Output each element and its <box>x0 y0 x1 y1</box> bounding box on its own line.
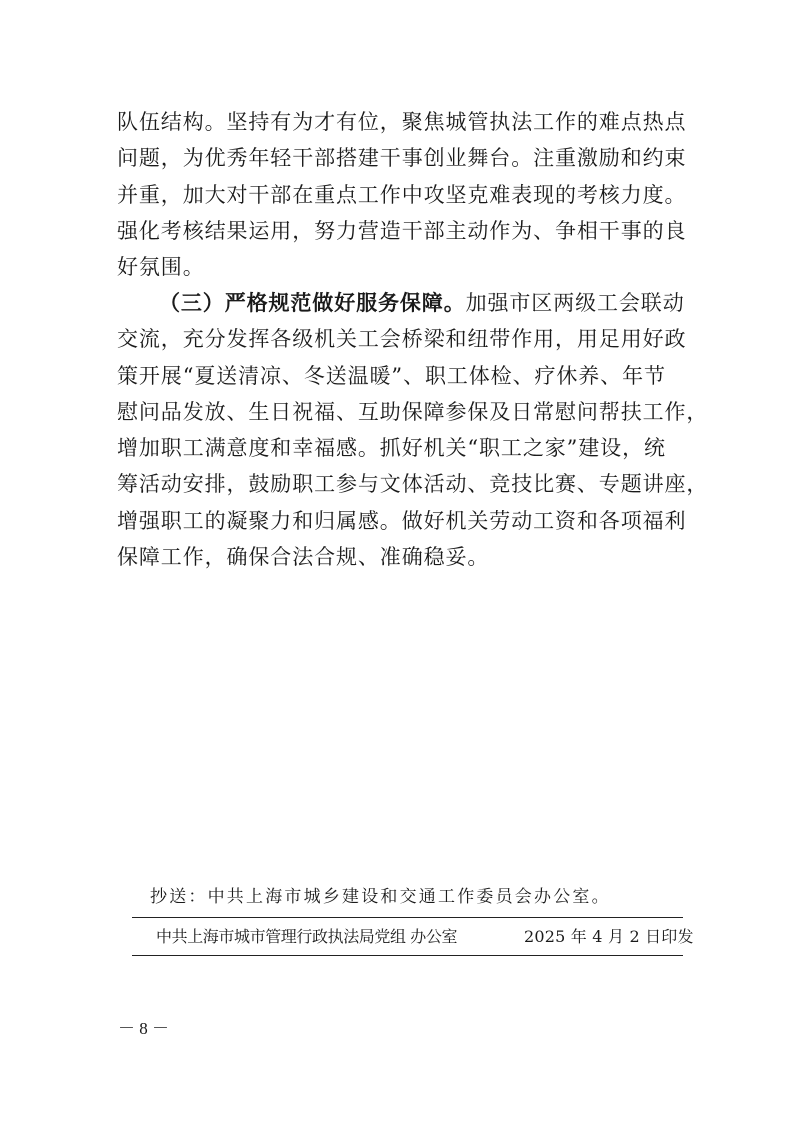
text-line: 强化考核结果运用，努力营造干部主动作为、争相干事的良 <box>117 218 687 243</box>
heading-rest-text: 加强市区两级工会联动 <box>465 291 685 315</box>
paragraph-service-guarantee <box>117 285 709 575</box>
divider <box>132 955 683 956</box>
text-line <box>117 285 685 321</box>
text-line: 策开展“夏送清凉、冬送温暖”、职工体检、疗休养、年节 <box>117 363 666 388</box>
issuing-office: 中共上海市城市管理行政执法局党组 办公室 <box>156 927 458 946</box>
divider <box>132 917 683 918</box>
text-line: 队伍结构。坚持有为才有位，聚焦城管执法工作的难点热点 <box>117 110 687 134</box>
text-line: 筹活动安排，鼓励职工参与文体活动、竞技比赛、专题讲座， <box>117 472 709 497</box>
section-heading: （三）严格规范做好服务保障。 <box>159 290 466 315</box>
text-line: 增强职工的凝聚力和归属感。做好机关劳动工资和各项福利 <box>117 508 687 533</box>
text-line: 保障工作，确保合法合规、准确稳妥。 <box>117 545 490 570</box>
text-line: 增加职工满意度和幸福感。抓好机关“职工之家”建设，统 <box>117 436 666 461</box>
text-line: 并重，加大对干部在重点工作中攻坚克难表现的考核力度。 <box>117 182 687 207</box>
issue-date: 2025 年 4 月 2 日印发 <box>524 927 694 946</box>
cc-line: 抄送：中共上海市城乡建设和交通工作委员会办公室。 <box>150 887 611 907</box>
text-line: 交流，充分发挥各级机关工会桥梁和纽带作用，用足用好政 <box>117 327 687 352</box>
page-number: － 8 － <box>118 1019 169 1038</box>
paragraph-team-structure <box>117 104 687 285</box>
text-line: 好氛围。 <box>117 255 205 280</box>
text-line: 慰问品发放、生日祝福、互助保障参保及日常慰问帮扶工作， <box>117 399 709 424</box>
text-line: 问题，为优秀年轻干部搭建干事创业舞台。注重激励和约束 <box>117 146 687 171</box>
